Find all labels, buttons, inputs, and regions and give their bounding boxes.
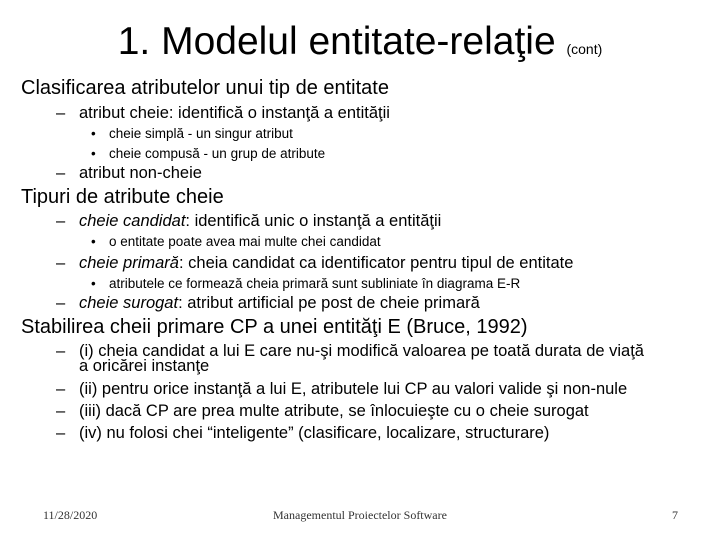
- list-item-text: : cheia candidat ca identificator pentru tipul de entitate: [178, 254, 574, 272]
- sub-list-item-text: cheie simplă - un singur atribut: [109, 126, 293, 141]
- list-item: [56, 212, 441, 231]
- dash-marker: –: [56, 164, 66, 182]
- dash-marker: –: [56, 254, 66, 272]
- list-item: [56, 402, 589, 421]
- list-item: [56, 164, 202, 183]
- section-heading-classification: Clasificarea atributelor unui tip de entitate: [21, 77, 389, 99]
- list-item: [56, 344, 706, 374]
- sub-list-item-text: atributele ce formează cheia primară sunt subliniate în diagrama E-R: [109, 276, 521, 291]
- sub-list-item-text: o entitate poate avea mai multe chei candidat: [109, 234, 381, 249]
- list-item: [56, 254, 573, 273]
- title-text: 1. Modelul entitate-relaţie: [117, 20, 556, 63]
- dash-marker: –: [56, 402, 66, 420]
- dash-marker: –: [56, 104, 66, 122]
- bullet-marker: •: [91, 146, 96, 161]
- bullet-marker: •: [91, 234, 96, 249]
- sub-list-item: [91, 234, 381, 249]
- list-item-text: (iv) nu folosi chei “inteligente” (clasificare, localizare, structurare): [79, 424, 550, 442]
- dash-marker: –: [56, 342, 66, 360]
- term-emphasis: cheie candidat: [79, 212, 186, 230]
- list-item: [56, 424, 549, 443]
- term-emphasis: cheie primară: [79, 254, 179, 272]
- list-item-continuation: a oricărei instanţe: [79, 357, 210, 375]
- sub-list-item-text: cheie compusă - un grup de atribute: [109, 146, 326, 161]
- list-item: [56, 294, 480, 313]
- term-emphasis: cheie surogat: [79, 294, 179, 312]
- list-item-text: (iii) dacă CP are prea multe atribute, se înlocuieşte cu o cheie surogat: [79, 402, 589, 420]
- footer-date: 11/28/2020: [43, 508, 98, 522]
- dash-marker: –: [56, 294, 66, 312]
- list-item: [56, 380, 627, 399]
- section-heading-key-types: Tipuri de atribute cheie: [21, 186, 224, 208]
- sub-list-item: [91, 276, 520, 291]
- list-item-text: (ii) pentru orice instanţă a lui E, atributele lui CP au valori valide şi non-nule: [79, 380, 628, 398]
- list-item: [56, 104, 390, 123]
- slide-title: [0, 18, 720, 73]
- bullet-marker: •: [91, 126, 96, 141]
- list-item-text: : identifică unic o instanţă a entităţii: [185, 212, 442, 230]
- dash-marker: –: [56, 380, 66, 398]
- list-item-text: (i) cheia candidat a lui E care nu-şi modifică valoarea pe toată durata de viaţă: [79, 342, 644, 360]
- title-suffix: (cont): [566, 41, 603, 57]
- section-heading-primary-key: Stabilirea cheii primare CP a unei entităţi E (Bruce, 1992): [21, 316, 528, 338]
- footer-page-number: 7: [672, 508, 678, 522]
- footer-course-name: Managementul Proiectelor Software: [273, 508, 447, 522]
- list-item-text: : atribut artificial pe post de cheie primară: [178, 294, 480, 312]
- sub-list-item: [91, 126, 293, 141]
- list-item-text: atribut cheie: identifică o instanţă a entităţii: [79, 104, 390, 122]
- sub-list-item: [91, 146, 325, 161]
- bullet-marker: •: [91, 276, 96, 291]
- dash-marker: –: [56, 424, 66, 442]
- list-item-text: atribut non-cheie: [79, 164, 202, 182]
- dash-marker: –: [56, 212, 66, 230]
